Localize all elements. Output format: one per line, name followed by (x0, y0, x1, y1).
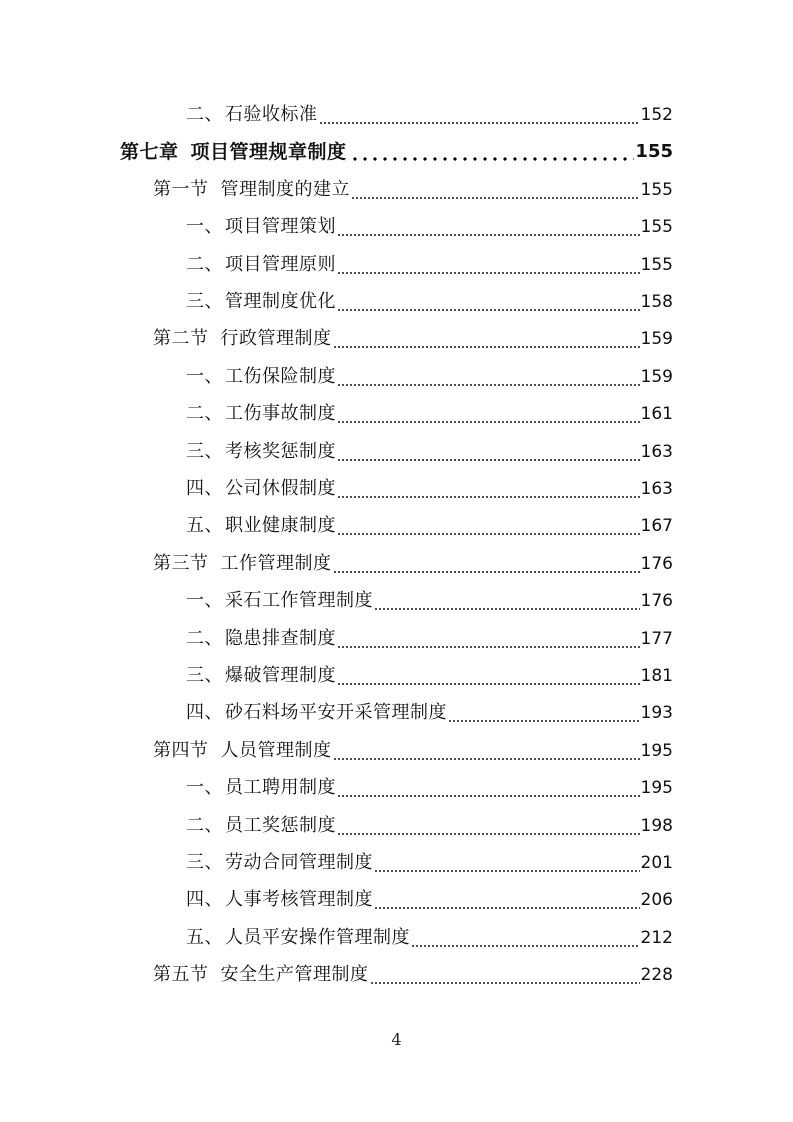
toc-page-number: 155 (640, 179, 673, 200)
toc-entry-label (153, 960, 369, 990)
toc-entry-title: 职业健康制度 (225, 515, 336, 537)
toc-entry-number: 一、 (186, 365, 223, 387)
toc-entry-number: 三、 (186, 665, 223, 686)
toc-entry-number: 第四节 (153, 739, 209, 761)
dot-leader (448, 698, 640, 728)
toc-page-number: 176 (640, 553, 673, 574)
toc-entry-title: 项目管理规章制度 (190, 141, 347, 164)
toc-page-number: 198 (640, 815, 673, 836)
toc-chapter-entry[interactable] (120, 137, 673, 167)
toc-entry-title: 砂石料场平安开采管理制度 (225, 702, 447, 724)
toc-entry-title: 劳动合同管理制度 (225, 852, 373, 873)
toc-page-number: 159 (640, 329, 673, 350)
toc-item-entry[interactable] (186, 661, 673, 691)
dot-leader (337, 511, 640, 541)
toc-entry-label (186, 923, 410, 953)
toc-item-entry[interactable] (186, 698, 673, 728)
toc-item-entry[interactable] (186, 511, 673, 541)
toc-entry-number: 四、 (186, 478, 223, 499)
toc-entry-title: 工作管理制度 (220, 552, 332, 574)
toc-entry-number: 二、 (186, 814, 223, 836)
toc-entry-number: 第七章 (120, 141, 179, 164)
dot-leader (337, 287, 640, 317)
dot-leader (337, 399, 640, 429)
toc-entry-title: 工伤事故制度 (225, 403, 336, 425)
toc-item-entry[interactable] (186, 624, 673, 654)
toc-entry-title: 行政管理制度 (220, 328, 332, 350)
page-number-footer: 4 (391, 1030, 402, 1049)
toc-entry-number: 第五节 (153, 964, 209, 986)
dot-leader (337, 474, 640, 504)
dot-leader (319, 100, 640, 130)
toc-entry-title: 项目管理策划 (225, 216, 336, 238)
dot-leader (348, 137, 635, 167)
toc-entry-label (186, 250, 336, 280)
dot-leader (337, 212, 640, 242)
toc-entry-number: 二、 (186, 104, 223, 125)
toc-entry-title: 员工聘用制度 (225, 777, 336, 799)
toc-item-entry[interactable] (186, 212, 673, 242)
toc-entry-label (186, 624, 336, 654)
toc-page-number: 181 (640, 666, 673, 686)
toc-entry-title: 石验收标准 (225, 104, 318, 125)
toc-page-number: 206 (640, 890, 673, 911)
toc-page-number: 176 (640, 591, 673, 612)
toc-entry-label (186, 885, 373, 915)
toc-entry-number: 一、 (186, 216, 223, 238)
toc-entry-label (153, 175, 350, 205)
toc-item-entry[interactable] (186, 811, 673, 841)
dot-leader (351, 175, 640, 205)
toc-entry-label (186, 399, 336, 429)
toc-section-entry[interactable] (153, 175, 673, 205)
toc-entry-number: 二、 (186, 253, 223, 275)
toc-entry-title: 项目管理原则 (225, 253, 336, 275)
toc-entry-label (186, 811, 336, 841)
toc-item-entry[interactable] (186, 287, 673, 317)
toc-entry-number: 三、 (186, 291, 223, 312)
toc-page-number: 195 (640, 778, 673, 799)
dot-leader (337, 661, 640, 691)
dot-leader (374, 885, 640, 915)
dot-leader (333, 736, 640, 766)
toc-entry-label (153, 324, 332, 354)
toc-entry-title: 爆破管理制度 (225, 665, 336, 686)
toc-entry-number: 一、 (186, 777, 223, 799)
toc-page-number: 212 (640, 927, 673, 948)
toc-entry-label (186, 586, 373, 616)
toc-item-entry[interactable] (186, 474, 673, 504)
toc-entry-number: 第三节 (153, 552, 209, 574)
toc-entry-number: 五、 (186, 926, 223, 948)
toc-entry-title: 采石工作管理制度 (225, 590, 373, 612)
dot-leader (374, 848, 640, 878)
toc-entry-label (186, 848, 373, 878)
toc-entry-number: 二、 (186, 403, 223, 425)
toc-item-entry[interactable] (186, 362, 673, 392)
toc-entry-title: 安全生产管理制度 (220, 964, 369, 986)
dot-leader (374, 586, 640, 616)
toc-entry-label (186, 773, 336, 803)
toc-entry-label (186, 212, 336, 242)
toc-entry-label (186, 474, 336, 504)
dot-leader (337, 811, 640, 841)
toc-section-entry[interactable] (153, 549, 673, 579)
toc-entry-number: 三、 (186, 440, 223, 462)
toc-entry-title: 考核奖惩制度 (225, 440, 336, 462)
toc-page-number: 163 (640, 479, 673, 499)
toc-entry-label (153, 549, 332, 579)
toc-entry-title: 隐患排查制度 (225, 627, 336, 649)
toc-entry-label (186, 100, 318, 130)
toc-entry-number: 第二节 (153, 328, 209, 350)
toc-item-entry[interactable] (186, 773, 673, 803)
toc-item-entry[interactable] (186, 399, 673, 429)
toc-entry-number: 二、 (186, 627, 223, 649)
toc-entry-label (186, 287, 336, 317)
dot-leader (411, 923, 640, 953)
dot-leader (333, 549, 640, 579)
toc-page-number: 158 (640, 292, 673, 312)
toc-page-number: 228 (640, 965, 673, 986)
dot-leader (370, 960, 640, 990)
dot-leader (337, 437, 640, 467)
toc-page-number: 159 (640, 366, 673, 387)
toc-entry-number: 四、 (186, 702, 223, 724)
toc-entry-title: 人事考核管理制度 (225, 889, 373, 911)
toc-page-number: 155 (640, 217, 673, 238)
toc-entry-label (153, 736, 332, 766)
toc-entry-number: 一、 (186, 590, 223, 612)
toc-section-entry[interactable] (153, 960, 673, 990)
toc-entry-number: 四、 (186, 889, 223, 911)
toc-entry-title: 人员管理制度 (220, 739, 332, 761)
toc-item-entry[interactable] (186, 437, 673, 467)
toc-page-number: 167 (640, 516, 673, 537)
toc-page-number: 201 (640, 853, 673, 873)
toc-entry-title: 公司休假制度 (225, 478, 336, 499)
toc-entry-label (186, 698, 447, 728)
toc-page-number: 155 (635, 141, 673, 163)
toc-entry-title: 员工奖惩制度 (225, 814, 336, 836)
toc-section-entry[interactable] (153, 736, 673, 766)
toc-page-number: 155 (640, 254, 673, 275)
toc-item-entry[interactable] (186, 885, 673, 915)
toc-page-number: 193 (640, 703, 673, 724)
toc-page-number: 177 (640, 628, 673, 649)
toc-page-number: 152 (640, 105, 673, 125)
dot-leader (337, 773, 640, 803)
toc-entry-title: 管理制度优化 (225, 291, 336, 312)
dot-leader (337, 250, 640, 280)
dot-leader (333, 324, 640, 354)
toc-page-number: 195 (640, 740, 673, 761)
toc-entry-label (186, 661, 336, 691)
toc-page-number: 163 (640, 441, 673, 462)
toc-entry-title: 工伤保险制度 (225, 365, 336, 387)
toc-page-number: 161 (640, 404, 673, 425)
toc-item-entry[interactable] (186, 848, 673, 878)
toc-entry-title: 管理制度的建立 (220, 178, 350, 200)
toc-entry-number: 三、 (186, 852, 223, 873)
dot-leader (337, 362, 640, 392)
toc-item-entry[interactable] (186, 250, 673, 280)
toc-entry-label (186, 362, 336, 392)
toc-item-entry[interactable] (186, 923, 673, 953)
toc-section-entry[interactable] (153, 324, 673, 354)
toc-entry-title: 人员平安操作管理制度 (225, 926, 410, 948)
toc-item-entry[interactable] (186, 100, 673, 130)
toc-entry-label (186, 511, 336, 541)
toc-entry-number: 五、 (186, 515, 223, 537)
toc-entry-label (120, 137, 347, 167)
dot-leader (337, 624, 640, 654)
toc-entry-number: 第一节 (153, 178, 209, 200)
toc-entry-label (186, 437, 336, 467)
toc-item-entry[interactable] (186, 586, 673, 616)
